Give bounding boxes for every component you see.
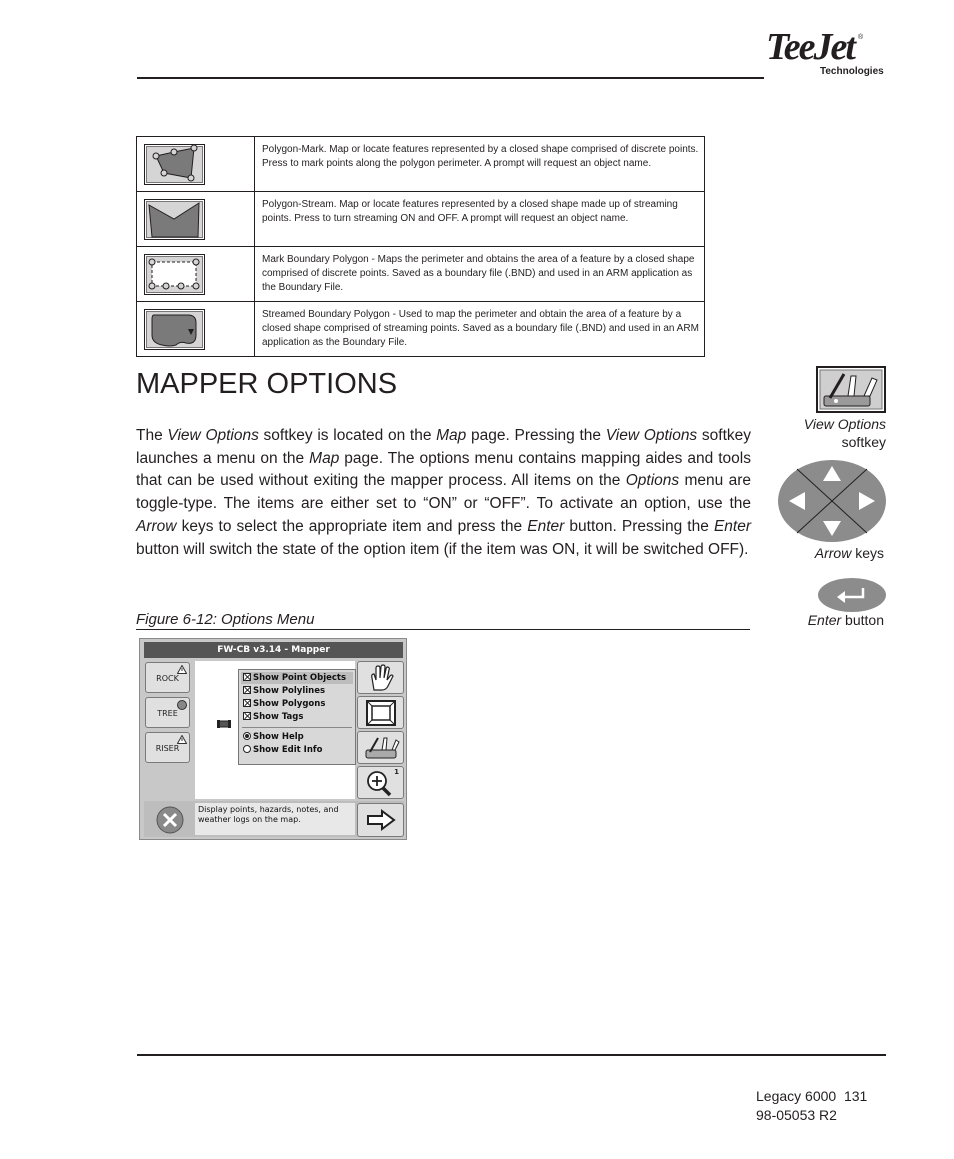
menu-item-label: Show Point Objects — [253, 673, 347, 683]
table-icon-cell — [137, 192, 255, 246]
text-run: Arrow — [136, 517, 177, 535]
text-run: Enter — [713, 517, 751, 535]
teejet-logo — [766, 28, 890, 80]
logo-registered-mark: ® — [858, 34, 864, 41]
menu-item-label: Show Tags — [253, 712, 304, 722]
softkey-label: RISER — [155, 744, 180, 753]
checkbox-checked-icon — [243, 673, 251, 681]
riser-softkey[interactable] — [145, 732, 190, 763]
next-button[interactable] — [357, 803, 404, 837]
hazard-triangle-icon — [177, 665, 187, 674]
view-options-icon — [364, 734, 402, 762]
text-run: softkey is located on the — [258, 427, 437, 444]
footer-page-ref: Legacy 6000 131 — [756, 1088, 868, 1104]
menu-item-show-polygons[interactable] — [243, 699, 325, 710]
menu-item-show-tags[interactable] — [243, 712, 303, 723]
pan-softkey[interactable] — [357, 661, 404, 694]
caption-rest: button — [841, 612, 884, 628]
table-icon-cell — [137, 137, 255, 191]
arrow-keys-icon — [777, 459, 887, 543]
softkey-label: ROCK — [156, 674, 179, 683]
menu-item-show-help[interactable] — [243, 732, 304, 743]
caption-italic: View Options — [803, 416, 886, 432]
text-run: Map — [309, 449, 340, 467]
menu-divider — [242, 727, 352, 728]
view-options-caption — [770, 415, 886, 451]
footer-rule — [137, 1054, 886, 1056]
checkbox-checked-icon — [243, 712, 251, 720]
menu-item-label: Show Polygons — [253, 699, 326, 709]
vehicle-icon — [217, 719, 231, 729]
screen-title-bar: FW-CB v3.14 - Mapper — [144, 642, 403, 658]
footer-doc-number: 98-05053 R2 — [756, 1107, 837, 1123]
point-circle-icon — [177, 700, 187, 710]
hazard-triangle-icon — [177, 735, 187, 744]
checkbox-checked-icon — [243, 699, 251, 707]
text-run: Enter — [527, 517, 565, 535]
options-menu — [238, 669, 356, 765]
text-run: The — [136, 427, 168, 444]
section-title: MAPPER OPTIONS — [136, 368, 398, 400]
menu-item-show-polylines[interactable] — [243, 686, 325, 697]
menu-item-label: Show Help — [253, 732, 304, 742]
rock-softkey[interactable] — [145, 662, 190, 693]
caption-italic: Arrow — [814, 545, 852, 561]
text-run: View Options — [167, 427, 259, 444]
polygon-mark-icon — [144, 144, 205, 185]
text-run: page. Pressing the — [466, 427, 606, 444]
checkbox-checked-icon — [243, 686, 251, 694]
body-paragraph — [136, 425, 751, 561]
mapper-screen — [139, 638, 407, 840]
text-run: View Options — [605, 427, 698, 444]
view-options-softkey[interactable] — [357, 731, 404, 764]
full-view-softkey[interactable] — [357, 696, 404, 729]
menu-item-label: Show Polylines — [253, 686, 326, 696]
text-run: Options — [625, 472, 680, 490]
table-description: Mark Boundary Polygon - Maps the perimeter and obtains the area of a feature by a closed shape comprised of discrete points. Saved as a boundary file (.BND) and used in an ARM application as the Boundary File. — [262, 254, 695, 293]
text-run: softkey launches a menu on the — [136, 427, 751, 467]
zoom-softkey[interactable] — [357, 766, 404, 799]
radio-unselected-icon — [243, 745, 251, 753]
enter-button-icon — [817, 577, 887, 613]
text-run: keys to select the appropriate item and press the — [176, 517, 528, 535]
text-run: menu are toggle-type. The items are either set to “ON” or “OFF”. To activate an option, use the — [136, 472, 752, 513]
figure-caption: Figure 6-12: Options Menu — [136, 611, 750, 630]
arrow-right-icon — [366, 809, 396, 831]
table-row — [137, 302, 704, 356]
table-row — [137, 192, 704, 247]
table-icon-cell — [137, 302, 255, 356]
caption-italic: Enter — [807, 612, 842, 628]
hand-icon — [364, 664, 398, 692]
mark-boundary-polygon-icon — [144, 254, 205, 295]
cancel-icon[interactable] — [156, 806, 184, 834]
menu-item-label: Show Edit Info — [253, 745, 323, 755]
streamed-boundary-polygon-icon — [144, 309, 205, 350]
table-row — [137, 137, 704, 192]
help-text: Display points, hazards, notes, and weather logs on the map. — [195, 803, 355, 835]
tree-softkey[interactable] — [145, 697, 190, 728]
zoom-level: 1 — [394, 768, 399, 776]
footer — [756, 1087, 886, 1125]
table-row — [137, 247, 704, 302]
table-description: Streamed Boundary Polygon - Used to map the perimeter and obtain the area of a feature by a closed shape comprised of streaming points. Saved as a boundary file (.BND) and used in an ARM application as the Boundary File. — [262, 309, 699, 348]
table-icon-cell — [137, 247, 255, 301]
header-rule — [137, 77, 764, 79]
polygon-stream-icon — [144, 199, 205, 240]
menu-item-show-edit-info[interactable] — [243, 745, 322, 756]
table-description: Polygon-Stream. Map or locate features represented by a closed shape made up of streaming points. Press to turn streaming ON and OFF. A prompt will request an object name. — [262, 199, 678, 224]
caption-rest: keys — [851, 545, 884, 561]
softkey-label: TREE — [157, 709, 178, 718]
caption-rest: softkey — [841, 434, 886, 450]
text-run: page. The options menu contains mapping aides and tools that can be used without exiting the mapper process. All items on the — [136, 449, 751, 490]
icon-legend-table — [136, 136, 705, 357]
view-options-softkey-icon — [816, 366, 886, 413]
text-run: button will switch the state of the option item (if the item was ON, it will be switched OFF). — [136, 540, 749, 558]
table-description: Polygon-Mark. Map or locate features represented by a closed shape comprised of discrete points. Press to mark points along the polygon perimeter. A prompt will request an object name. — [262, 144, 699, 169]
radio-selected-icon — [243, 732, 251, 740]
full-extent-icon — [364, 699, 398, 727]
logo-brand: TeeJet — [766, 26, 854, 68]
enter-button-caption — [770, 612, 884, 628]
menu-item-show-point-objects[interactable] — [243, 673, 346, 684]
text-run: button. Pressing the — [564, 517, 714, 535]
arrow-keys-caption — [770, 545, 884, 561]
logo-subtitle: Technologies — [820, 66, 884, 77]
text-run: Map — [436, 427, 467, 444]
